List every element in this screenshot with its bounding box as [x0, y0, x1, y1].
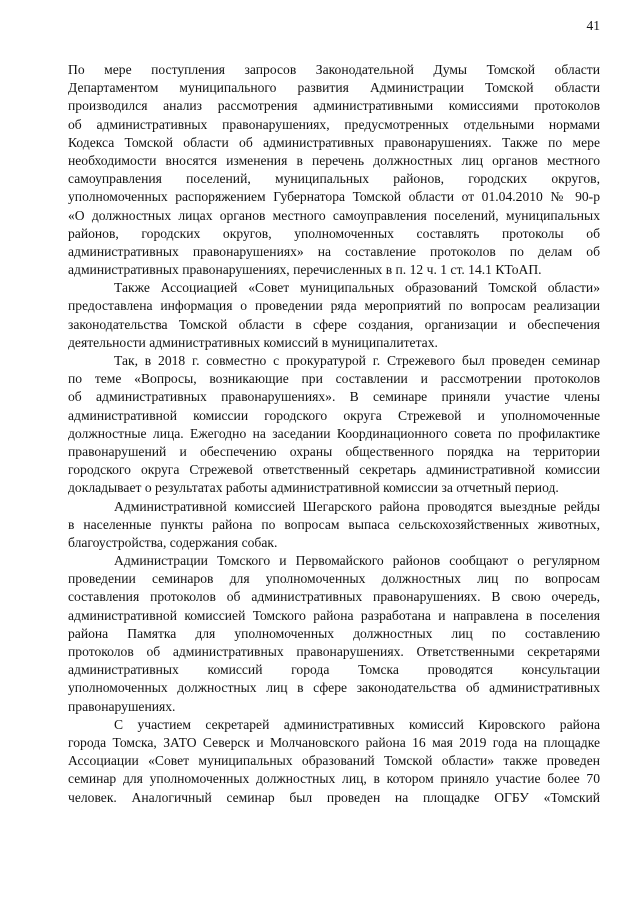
text-line: проведении семинаров для уполномоченных должностных лиц по вопросам — [68, 571, 600, 587]
text-line: городского округа Стрежевой ответственный секретарь административной комиссии — [68, 462, 600, 478]
text-line: уполномоченных должностных лиц в сфере законодательства об административных — [68, 680, 600, 696]
text-line: административных правонарушениях» на составление протоколов по делам об — [68, 243, 600, 259]
text-line: правонарушений и обеспечению охраны общественного порядка на территории — [68, 443, 600, 459]
text-line: семинар для уполномоченных должностных лиц, в котором приняло участие более 70 — [68, 771, 600, 787]
text-line: правонарушениях. — [68, 698, 176, 714]
text-line: составления протоколов об административных правонарушениях. В свою очередь, — [68, 589, 600, 605]
text-line: Администрации Томского и Первомайского районов сообщают о регулярном — [114, 553, 600, 569]
text-line: района Памятка для уполномоченных должностных лиц по составлению — [68, 625, 600, 641]
text-line: города Томска, ЗАТО Северск и Молчановского района 16 мая 2019 года на площадке — [68, 734, 600, 750]
text-line: необходимости вносятся изменения в перечень должностных лиц органов местного — [68, 152, 600, 168]
text-line: районов, городских округов, уполномоченных составлять протоколы об — [68, 225, 600, 241]
text-line: производился анализ рассмотрения административными комиссиями протоколов — [68, 98, 600, 114]
text-line: «О должностных лицах органов местного самоуправления поселений, муниципальных — [68, 207, 600, 223]
text-line: административной комиссией Томского района разработана и направлена в поселения — [68, 607, 600, 623]
text-line: Кодекса Томской области об административных правонарушениях. Также по мере — [68, 134, 600, 150]
text-line: по теме «Вопросы, возникающие при составлении и рассмотрении протоколов — [68, 371, 600, 387]
text-line: об административных правонарушениях». В семинаре приняли участие члены — [68, 389, 600, 405]
text-line: Также Ассоциацией «Совет муниципальных образований Томской области» — [114, 280, 600, 296]
text-line: докладывает о результатах работы административной комиссии за отчетный период. — [68, 480, 559, 496]
text-line: Департаментом муниципального развития Администрации Томской области — [68, 80, 600, 96]
text-line: протоколов об административных правонарушениях. Ответственными секретарями — [68, 644, 600, 659]
page-number: 41 — [586, 18, 600, 33]
text-line: об административных правонарушениях, предусмотренных отдельными нормами — [68, 116, 600, 132]
text-line: деятельности административных комиссий в муниципалитетах. — [68, 334, 438, 350]
text-line: в населенные пункты района по вопросам выпаса сельскохозяйственных животных, — [68, 516, 600, 532]
text-line: человек. Аналогичный семинар был проведен на площадке ОГБУ «Томский — [68, 789, 600, 805]
text-line: Так, в 2018 г. совместно с прокуратурой г. Стрежевого был проведен семинар — [114, 353, 600, 368]
text-line: По мере поступления запросов Законодательной Думы Томской области — [68, 62, 600, 77]
text-line: уполномоченных распоряжением Губернатора Томской области от 01.04.2010 № 90-р — [68, 189, 600, 205]
text-line: С участием секретарей административных комиссий Кировского района — [114, 716, 600, 732]
text-line: должностные лица. Ежегодно на заседании Координационного совета по профилактике — [68, 425, 600, 441]
text-line: предоставлена информация о проведении ряда мероприятий по вопросам реализации — [68, 298, 600, 314]
text-line: Административной комиссией Шегарского района проводятся выездные рейды — [114, 498, 600, 514]
body-text — [68, 61, 600, 807]
text-line: административных комиссий города Томска проводятся консультации — [68, 662, 600, 678]
text-line: административных правонарушениях, перечисленных в п. 12 ч. 1 ст. 14.1 КТоАП. — [68, 262, 542, 278]
text-line: благоустройства, содержания собак. — [68, 534, 278, 550]
text-line: административной комиссии городского округа Стрежевой и уполномоченные — [68, 407, 600, 423]
text-line: Ассоциации «Совет муниципальных образований Томской области» также проведен — [68, 753, 600, 769]
text-line: законодательства Томской области в сфере создания, организации и обеспечения — [68, 316, 600, 332]
text-line: самоуправления поселений, муниципальных районов, городских округов, — [68, 171, 600, 187]
